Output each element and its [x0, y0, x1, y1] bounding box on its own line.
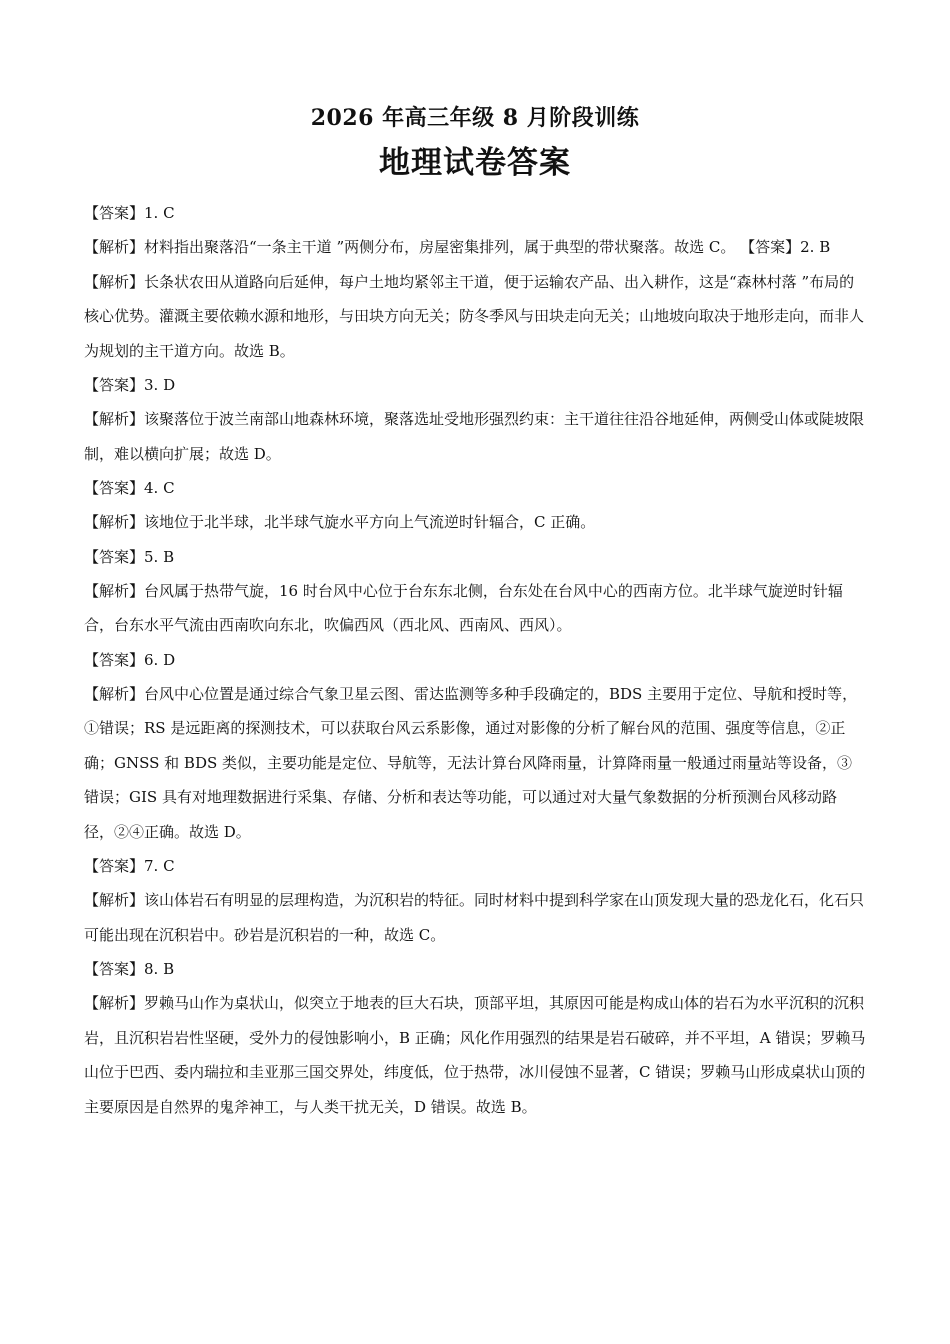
- explanation-paragraph: 【解析】台风中心位置是通过综合气象卫星云图、雷达监测等多种手段确定的，BDS 主要用于定位、导航和授时等，①错误；RS 是远距离的探测技术，可以获取台风云系影像，通过对影像的分析了解台风的范围、强度等信息，②正确；GNSS 和 BDS 类似，主要功能是定位、导航等，无法计算台风降雨量，计算降雨量一般通过雨量站等设备，③错误；GIS 具有对地理数据进行采集、存储、分析和表达等功能，可以通过对大量气象数据的分析预测台风移动路径，②④正确。故选 D。: [84, 684, 858, 841]
- answer-line: 【答案】3. D: [84, 376, 176, 394]
- exam-subtitle: 地理试卷答案: [379, 145, 571, 181]
- answer-line: 【答案】7. C: [84, 857, 175, 875]
- explanation-paragraph: 【解析】该聚落位于波兰南部山地森林环境，聚落选址受地形强烈约束：主干道往往沿谷地延伸，两侧受山体或陡坡限制，难以横向扩展；故选 D。: [84, 410, 865, 463]
- explanation-paragraph: 【解析】该山体岩石有明显的层理构造，为沉积岩的特征。同时材料中提到科学家在山顶发现大量的恐龙化石，化石只可能出现在沉积岩中。砂岩是沉积岩的一种，故选 C。: [84, 891, 865, 944]
- answer-line: 【答案】4. C: [84, 479, 175, 497]
- answer-line: 【答案】6. D: [84, 650, 176, 669]
- answer-list: [84, 196, 866, 1124]
- explanation-paragraph: 【解析】长条状农田从道路向后延伸，每户土地均紧邻主干道，便于运输农产品、出入耕作，这是“森林村落 ”布局的核心优势。灌溉主要依赖水源和地形，与田块方向无关；防冬季风与田块走向无关；山地坡向取决于地形走向，而非人为规划的主干道方向。故选 B。: [84, 272, 865, 360]
- explanation-paragraph: 【解析】台风属于热带气旋，16 时台风中心位于台东东北侧，台东处在台风中心的西南方位。北半球气旋逆时针辐合，台东水平气流由西南吹向东北，吹偏西风（西北风、西南风、西风）。: [84, 581, 843, 634]
- explanation-paragraph: 【解析】材料指出聚落沿“一条主干道 ”两侧分布，房屋密集排列，属于典型的带状聚落。故选 C。 【答案】2. B: [84, 238, 831, 256]
- exam-title: 2026 年高三年级 8 月阶段训练: [310, 105, 640, 131]
- answer-line: 【答案】8. B: [84, 960, 175, 978]
- explanation-paragraph: 【解析】罗赖马山作为桌状山，似突立于地表的巨大石块，顶部平坦，其原因可能是构成山体的岩石为水平沉积的沉积岩，且沉积岩岩性坚硬，受外力的侵蚀影响小，B 正确；风化作用强烈的结果是岩石破碎，并不平坦，A 错误；罗赖马山位于巴西、委内瑞拉和圭亚那三国交界处，纬度低，位于热带，冰川侵蚀不显著，C 错误；罗赖马山形成桌状山顶的主要原因是自然界的鬼斧神工，与人类干扰无关，D 错误。故选 B。: [84, 994, 866, 1116]
- answer-line: 【答案】5. B: [84, 547, 175, 566]
- explanation-paragraph: 【解析】该地位于北半球，北半球气旋水平方向上气流逆时针辐合，C 正确。: [84, 513, 596, 531]
- answer-line: 【答案】1. C: [84, 204, 175, 222]
